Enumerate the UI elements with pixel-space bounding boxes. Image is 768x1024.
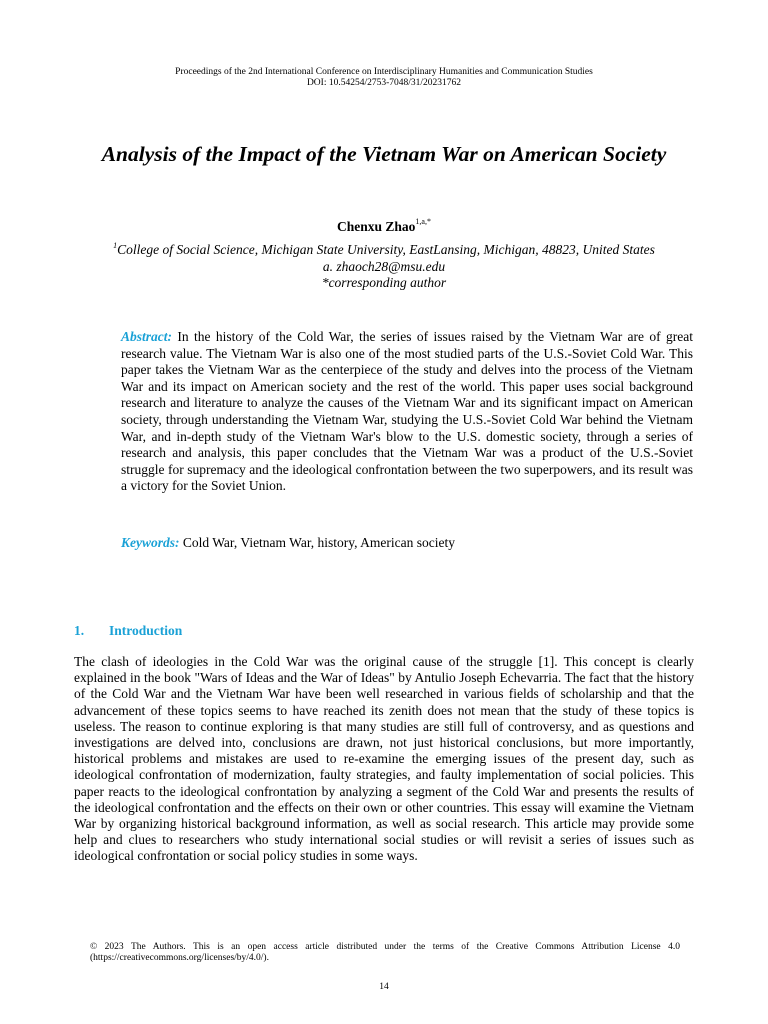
keywords-text: Cold War, Vietnam War, history, American society bbox=[182, 535, 456, 550]
author-name: Chenxu Zhao bbox=[337, 219, 416, 234]
running-head bbox=[0, 67, 768, 89]
keywords-label: Keywords: bbox=[121, 535, 180, 550]
abstract-label: Abstract: bbox=[121, 329, 173, 344]
paper-title: Analysis of the Impact of the Vietnam War on American Society bbox=[101, 142, 667, 166]
license-footnote: © 2023 The Authors. This is an open access article distributed under the terms of the Creative Commons Attribution License 4.0 (https://creativecommons.org/licenses/by/4.0/). bbox=[90, 942, 680, 963]
author-marker: 1,a,* bbox=[415, 217, 431, 226]
abstract-text: In the history of the Cold War, the series of issues raised by the Vietnam War are of great research value. The Vietnam War is also one of the most studied parts of the U.S.-Soviet Cold War. This paper takes the Vietnam War as the centerpiece of the study and delves into the process of the Vietnam War and its impact on American society and the rest of the world. This paper uses social background research and literature to analyze the causes of the Vietnam War and its significant impact on American society, through understanding the Vietnam War, studying the U.S.-Soviet Cold War behind the Vietnam War, and in-depth study of the Vietnam War's blow to the U.S. domestic society, through a series of research and analysis, this paper concludes that the Vietnam War was a product of the U.S.-Soviet struggle for supremacy and the ideological confrontation between the two superpowers, and its result was a victory for the Soviet Union. bbox=[121, 329, 694, 494]
affiliation-marker: 1 bbox=[113, 241, 118, 250]
section-title: Introduction bbox=[109, 623, 183, 638]
section-number: 1. bbox=[74, 623, 85, 638]
doi: DOI: 10.54254/2753-7048/31/20231762 bbox=[306, 78, 462, 88]
affiliation-block bbox=[74, 238, 694, 292]
abstract bbox=[121, 329, 693, 495]
author-email: a. zhaoch28@msu.edu bbox=[322, 258, 446, 274]
page-number: 14 bbox=[379, 982, 389, 992]
corresponding-note: *corresponding author bbox=[321, 275, 447, 290]
affiliation-text: College of Social Science, Michigan State University, EastLansing, Michigan, 48823, United States bbox=[117, 242, 655, 257]
introduction-paragraph: The clash of ideologies in the Cold War was the original cause of the struggle [1]. This concept is clearly explained in the book "Wars of Ideas and the War of Ideas" by Antulio Joseph Echevarria. The fact that the history of the Cold War and the Vietnam War have been well researched in various fields of scholarship and that the advancement of these topics seems to have reached its zenith does not mean that the study of these topics is useless. The reason to continue exploring is that many studies are still full of controversy, and as questions and investigations are delved into, conclusions are drawn, not just historical conclusions, but more importantly, historical problems and mistakes are used to re-examine the emerging issues of the present day, such as ideological confrontation of modernization, faulty strategies, and faulty implementation of social policies. This paper reacts to the ideological confrontation by analyzing a segment of the Cold War and presents the results of the ideological confrontation and the effects on their own or other countries. This essay will examine the Vietnam War by organizing historical background information, as well as social research. This article may provide some help and clues to researchers who study international social studies or will revisit a series of issues such as ideological confrontation or social policy studies in some ways. bbox=[74, 654, 694, 864]
keywords bbox=[121, 534, 693, 551]
section-heading bbox=[74, 622, 694, 639]
conference-name: Proceedings of the 2nd International Conference on Interdisciplinary Humanities and Communication Studies bbox=[175, 67, 593, 77]
affiliation bbox=[74, 238, 694, 259]
author-line bbox=[0, 213, 768, 236]
